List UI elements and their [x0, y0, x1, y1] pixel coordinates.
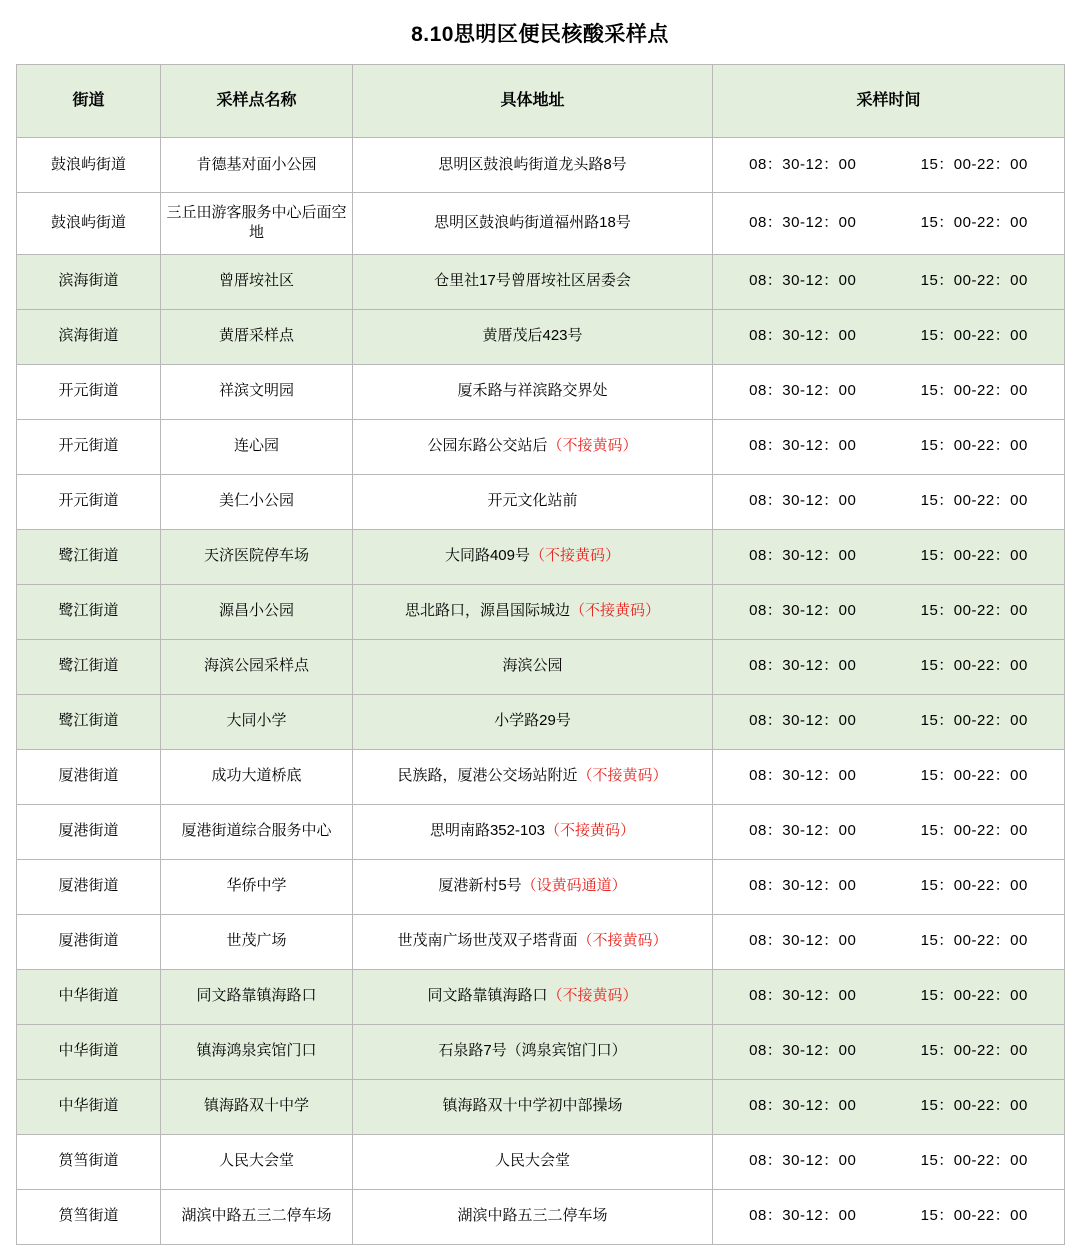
- address-text: 公园东路公交站后: [427, 437, 548, 455]
- cell-sampling-time: [713, 419, 1065, 474]
- table-row: [17, 804, 1065, 859]
- cell-address: [353, 1024, 713, 1079]
- cell-sampling-time: [713, 254, 1065, 309]
- time-range-group: [717, 656, 1060, 676]
- cell-sampling-time: [713, 474, 1065, 529]
- address-text: 石泉路7号（鸿泉宾馆门口）: [438, 1042, 627, 1060]
- time-afternoon: 15：00-22：00: [920, 1152, 1028, 1170]
- time-afternoon: 15：00-22：00: [920, 987, 1028, 1005]
- cell-site-name: 源昌小公园: [161, 584, 353, 639]
- time-afternoon: 15：00-22：00: [920, 932, 1028, 950]
- address-text: 同文路靠镇海路口: [427, 987, 548, 1005]
- table-row: [17, 254, 1065, 309]
- cell-site-name: 镇海路双十中学: [161, 1079, 353, 1134]
- time-afternoon: 15：00-22：00: [920, 767, 1028, 785]
- time-morning: 08：30-12：00: [749, 657, 857, 675]
- address-note: （不接黄码）: [547, 987, 638, 1005]
- cell-street: 鹭江街道: [17, 529, 161, 584]
- time-range-group: [717, 271, 1060, 291]
- table-row: [17, 969, 1065, 1024]
- cell-address: [353, 474, 713, 529]
- cell-street: 中华街道: [17, 969, 161, 1024]
- cell-sampling-time: [713, 914, 1065, 969]
- cell-street: 鹭江街道: [17, 584, 161, 639]
- time-range-group: [717, 601, 1060, 621]
- cell-address: [353, 749, 713, 804]
- cell-sampling-time: [713, 364, 1065, 419]
- cell-site-name: 祥滨文明园: [161, 364, 353, 419]
- cell-site-name: 厦港街道综合服务中心: [161, 804, 353, 859]
- cell-site-name: 华侨中学: [161, 859, 353, 914]
- cell-street: 筼筜街道: [17, 1189, 161, 1244]
- column-header-time: 采样时间: [713, 65, 1065, 138]
- cell-street: 滨海街道: [17, 254, 161, 309]
- table-row: [17, 584, 1065, 639]
- address-text: 思明区鼓浪屿街道龙头路8号: [438, 155, 627, 173]
- cell-street: 厦港街道: [17, 804, 161, 859]
- table-row: [17, 419, 1065, 474]
- cell-sampling-time: [713, 1134, 1065, 1189]
- time-range-group: [717, 711, 1060, 731]
- time-morning: 08：30-12：00: [749, 155, 857, 173]
- address-text: 开元文化站前: [487, 492, 578, 510]
- cell-address: [353, 529, 713, 584]
- address-text: 镇海路双十中学初中部操场: [442, 1097, 623, 1115]
- time-afternoon: 15：00-22：00: [920, 1097, 1028, 1115]
- address-text: 厦禾路与祥滨路交界处: [457, 382, 608, 400]
- address-note: （不接黄码）: [547, 437, 638, 455]
- time-range-group: [717, 931, 1060, 951]
- column-header-address: 具体地址: [353, 65, 713, 138]
- time-range-group: [717, 155, 1060, 175]
- cell-site-name: 连心园: [161, 419, 353, 474]
- table-header-row: [17, 65, 1065, 138]
- time-range-group: [717, 381, 1060, 401]
- table-row: [17, 138, 1065, 193]
- cell-sampling-time: [713, 639, 1065, 694]
- time-afternoon: 15：00-22：00: [920, 877, 1028, 895]
- cell-site-name: 曾厝垵社区: [161, 254, 353, 309]
- time-range-group: [717, 1206, 1060, 1226]
- time-morning: 08：30-12：00: [749, 1042, 857, 1060]
- cell-sampling-time: [713, 1079, 1065, 1134]
- cell-sampling-time: [713, 584, 1065, 639]
- cell-sampling-time: [713, 309, 1065, 364]
- cell-address: [353, 193, 713, 255]
- page-title: 8.10思明区便民核酸采样点: [411, 23, 669, 46]
- table-row: [17, 749, 1065, 804]
- cell-street: 开元街道: [17, 419, 161, 474]
- cell-address: [353, 138, 713, 193]
- time-afternoon: 15：00-22：00: [920, 272, 1028, 290]
- time-morning: 08：30-12：00: [749, 822, 857, 840]
- table-row: [17, 309, 1065, 364]
- time-range-group: [717, 1151, 1060, 1171]
- cell-sampling-time: [713, 529, 1065, 584]
- time-morning: 08：30-12：00: [749, 987, 857, 1005]
- cell-address: [353, 1134, 713, 1189]
- time-afternoon: 15：00-22：00: [920, 602, 1028, 620]
- address-note: （不接黄码）: [577, 932, 668, 950]
- time-morning: 08：30-12：00: [749, 492, 857, 510]
- time-morning: 08：30-12：00: [749, 327, 857, 345]
- address-text: 思明南路352-103: [429, 822, 546, 840]
- cell-site-name: 成功大道桥底: [161, 749, 353, 804]
- time-afternoon: 15：00-22：00: [920, 214, 1028, 232]
- cell-site-name: 同文路靠镇海路口: [161, 969, 353, 1024]
- cell-street: 开元街道: [17, 364, 161, 419]
- cell-street: 开元街道: [17, 474, 161, 529]
- table-row: [17, 859, 1065, 914]
- address-text: 民族路，厦港公交场站附近: [397, 767, 578, 785]
- time-morning: 08：30-12：00: [749, 932, 857, 950]
- address-text: 仓里社17号曾厝垵社区居委会: [434, 272, 631, 290]
- time-afternoon: 15：00-22：00: [920, 1042, 1028, 1060]
- cell-sampling-time: [713, 193, 1065, 255]
- cell-address: [353, 364, 713, 419]
- table-row: [17, 474, 1065, 529]
- cell-site-name: 肯德基对面小公园: [161, 138, 353, 193]
- time-afternoon: 15：00-22：00: [920, 1207, 1028, 1225]
- cell-address: [353, 914, 713, 969]
- time-range-group: [717, 491, 1060, 511]
- address-text: 思北路口，源昌国际城边: [404, 602, 570, 620]
- cell-street: 滨海街道: [17, 309, 161, 364]
- time-range-group: [717, 1041, 1060, 1061]
- cell-site-name: 人民大会堂: [161, 1134, 353, 1189]
- time-morning: 08：30-12：00: [749, 602, 857, 620]
- time-range-group: [717, 766, 1060, 786]
- cell-address: [353, 859, 713, 914]
- table-row: [17, 694, 1065, 749]
- cell-sampling-time: [713, 138, 1065, 193]
- address-text: 湖滨中路五三二停车场: [457, 1207, 608, 1225]
- table-row: [17, 1024, 1065, 1079]
- time-morning: 08：30-12：00: [749, 1152, 857, 1170]
- cell-sampling-time: [713, 1189, 1065, 1244]
- time-morning: 08：30-12：00: [749, 437, 857, 455]
- column-header-site-name: 采样点名称: [161, 65, 353, 138]
- time-afternoon: 15：00-22：00: [920, 437, 1028, 455]
- time-morning: 08：30-12：00: [749, 1207, 857, 1225]
- time-afternoon: 15：00-22：00: [920, 155, 1028, 173]
- cell-address: [353, 1079, 713, 1134]
- sampling-points-table: [16, 64, 1065, 1245]
- table-row: [17, 1079, 1065, 1134]
- time-morning: 08：30-12：00: [749, 877, 857, 895]
- time-range-group: [717, 876, 1060, 896]
- cell-site-name: 三丘田游客服务中心后面空地: [161, 193, 353, 255]
- cell-street: 鹭江街道: [17, 639, 161, 694]
- cell-address: [353, 309, 713, 364]
- cell-site-name: 黄厝采样点: [161, 309, 353, 364]
- table-row: [17, 1189, 1065, 1244]
- cell-street: 鼓浪屿街道: [17, 193, 161, 255]
- time-afternoon: 15：00-22：00: [920, 382, 1028, 400]
- cell-address: [353, 969, 713, 1024]
- cell-address: [353, 254, 713, 309]
- table-row: [17, 914, 1065, 969]
- address-text: 世茂南广场世茂双子塔背面: [397, 932, 578, 950]
- table-row: [17, 529, 1065, 584]
- cell-sampling-time: [713, 969, 1065, 1024]
- cell-street: 厦港街道: [17, 749, 161, 804]
- time-afternoon: 15：00-22：00: [920, 657, 1028, 675]
- time-range-group: [717, 213, 1060, 233]
- time-morning: 08：30-12：00: [749, 382, 857, 400]
- cell-sampling-time: [713, 804, 1065, 859]
- time-range-group: [717, 986, 1060, 1006]
- time-morning: 08：30-12：00: [749, 767, 857, 785]
- cell-street: 中华街道: [17, 1024, 161, 1079]
- time-morning: 08：30-12：00: [749, 547, 857, 565]
- address-text: 海滨公园: [502, 657, 563, 675]
- table-row: [17, 193, 1065, 255]
- cell-sampling-time: [713, 859, 1065, 914]
- cell-street: 鹭江街道: [17, 694, 161, 749]
- time-afternoon: 15：00-22：00: [920, 492, 1028, 510]
- cell-street: 筼筜街道: [17, 1134, 161, 1189]
- table-header: [17, 65, 1065, 138]
- cell-site-name: 大同小学: [161, 694, 353, 749]
- cell-address: [353, 639, 713, 694]
- time-range-group: [717, 326, 1060, 346]
- cell-address: [353, 804, 713, 859]
- time-morning: 08：30-12：00: [749, 712, 857, 730]
- time-morning: 08：30-12：00: [749, 1097, 857, 1115]
- cell-sampling-time: [713, 749, 1065, 804]
- table-row: [17, 639, 1065, 694]
- address-text: 大同路409号: [444, 547, 530, 565]
- cell-site-name: 海滨公园采样点: [161, 639, 353, 694]
- cell-street: 鼓浪屿街道: [17, 138, 161, 193]
- time-range-group: [717, 436, 1060, 456]
- table-body: [17, 138, 1065, 1245]
- time-afternoon: 15：00-22：00: [920, 547, 1028, 565]
- address-note: （不接黄码）: [530, 547, 621, 565]
- time-afternoon: 15：00-22：00: [920, 822, 1028, 840]
- time-range-group: [717, 546, 1060, 566]
- time-morning: 08：30-12：00: [749, 272, 857, 290]
- address-note: （不接黄码）: [570, 602, 661, 620]
- time-afternoon: 15：00-22：00: [920, 712, 1028, 730]
- address-text: 人民大会堂: [494, 1152, 570, 1170]
- cell-site-name: 美仁小公园: [161, 474, 353, 529]
- table-row: [17, 1134, 1065, 1189]
- time-range-group: [717, 1096, 1060, 1116]
- cell-site-name: 镇海鸿泉宾馆门口: [161, 1024, 353, 1079]
- time-range-group: [717, 821, 1060, 841]
- column-header-street: 街道: [17, 65, 161, 138]
- address-text: 小学路29号: [494, 712, 571, 730]
- cell-site-name: 天济医院停车场: [161, 529, 353, 584]
- address-note: （不接黄码）: [545, 822, 636, 840]
- cell-address: [353, 694, 713, 749]
- cell-site-name: 世茂广场: [161, 914, 353, 969]
- table-row: [17, 364, 1065, 419]
- cell-address: [353, 584, 713, 639]
- cell-street: 厦港街道: [17, 859, 161, 914]
- address-text: 思明区鼓浪屿街道福州路18号: [434, 214, 631, 232]
- cell-sampling-time: [713, 1024, 1065, 1079]
- address-text: 厦港新村5号: [438, 877, 522, 895]
- cell-sampling-time: [713, 694, 1065, 749]
- address-text: 黄厝茂后423号: [482, 327, 583, 345]
- cell-address: [353, 1189, 713, 1244]
- address-note: （不接黄码）: [577, 767, 668, 785]
- time-morning: 08：30-12：00: [749, 214, 857, 232]
- cell-site-name: 湖滨中路五三二停车场: [161, 1189, 353, 1244]
- cell-street: 厦港街道: [17, 914, 161, 969]
- address-note: （设黄码通道）: [521, 877, 627, 895]
- cell-address: [353, 419, 713, 474]
- cell-street: 中华街道: [17, 1079, 161, 1134]
- time-afternoon: 15：00-22：00: [920, 327, 1028, 345]
